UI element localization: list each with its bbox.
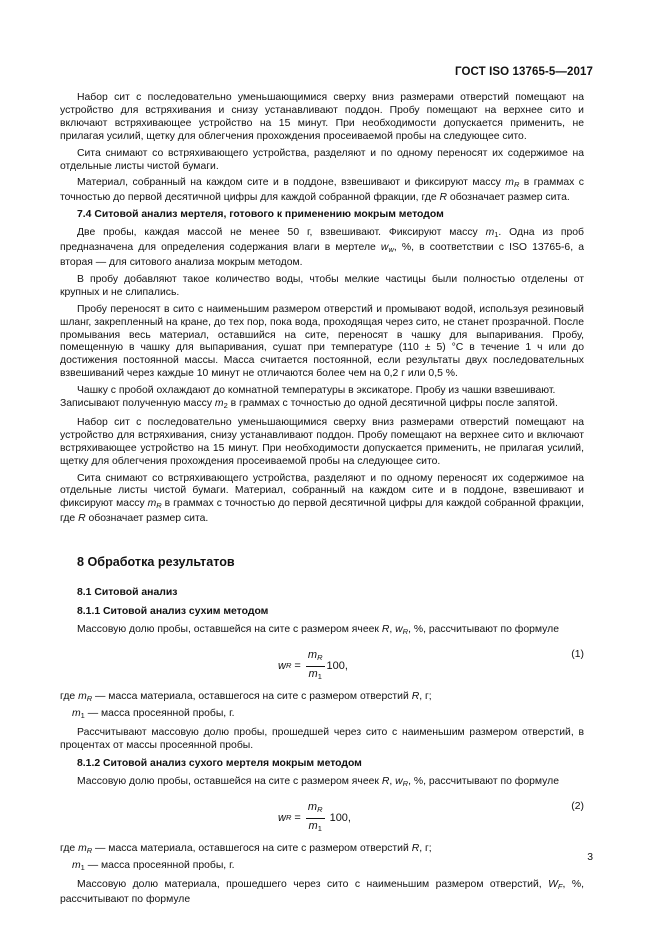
- formula-number: (2): [571, 801, 584, 813]
- document-code: ГОСТ ISO 13765-5—2017: [455, 66, 593, 78]
- fraction-numerator-subscript: R: [317, 805, 323, 815]
- text-run: Массовую долю пробы, оставшейся на сите с размером ячеек: [77, 776, 382, 788]
- symbol-subscript: w: [388, 245, 394, 255]
- symbol: R: [78, 513, 86, 525]
- symbol-subscript: 1: [80, 710, 85, 720]
- formula-fraction: [306, 801, 325, 836]
- symbol: W: [548, 879, 558, 891]
- text-run: Массовую долю пробы, оставшейся на сите с размером ячеек: [77, 623, 382, 635]
- symbol: R: [381, 776, 390, 788]
- formula-equals: =: [291, 812, 304, 825]
- formula-lhs: w: [278, 659, 286, 672]
- symbol-subscript: R: [86, 846, 93, 856]
- text-run: обозначает размер сита.: [85, 513, 209, 525]
- fraction-denominator: m: [308, 667, 318, 680]
- fraction-denominator-subscript: 1: [317, 671, 322, 681]
- text-run: — масса просеянной пробы, г.: [84, 860, 235, 872]
- text-run: Массовую долю материала, прошедшего через сито с наименьшим размером отверстий,: [77, 879, 549, 891]
- symbol-subscript: 1: [494, 230, 499, 240]
- text-run: , %, рассчитывают по формуле: [408, 623, 559, 635]
- formula-expression: [278, 801, 351, 836]
- symbol: w: [395, 776, 403, 788]
- paragraph: Набор сит с последовательно уменьшающимися сверху вниз размерами отверстий помещают на устройство для встряхивания и снизу устанавливают поддон. Пробу помещают на верхнее сито и включают встряхивающее устройство на 15 минут. При необходимости допускается применить, не прилагая усилий, щетку для облегчения прохождения просеиваемой пробы на следующее сито.: [60, 92, 584, 142]
- symbol: w: [380, 242, 389, 254]
- fraction-denominator-subscript: 1: [317, 824, 322, 834]
- symbol-subscript: F: [557, 882, 563, 892]
- paragraph: Набор сит с последовательно уменьшающимися сверху вниз размерами отверстий помещают на устройство для встряхивания, снизу устанавливают поддон. Пробу помещают на верхнее сито и включают встряхивающее устройство на 15 минут. При необходимости допускается применить, не прилагая усилий, щетку для облегчения прохождения просеиваемой пробы на следующее сито.: [60, 416, 584, 467]
- symbol: m: [72, 860, 81, 872]
- symbol: R: [381, 623, 390, 635]
- paragraph: В пробу добавляют такое количество воды, чтобы мелкие частицы были полностью отделены от крупных и не слипались.: [60, 273, 584, 298]
- paragraph: [60, 776, 584, 791]
- formula-number: (1): [571, 648, 584, 660]
- symbol: m: [78, 690, 87, 702]
- paragraph: [60, 473, 584, 527]
- text-run: , %, в соответствии с ISO 13765-6, а вторая — для ситового анализа мокрым методом.: [60, 242, 584, 268]
- paragraph: [60, 879, 584, 907]
- text-run: — масса просеянной пробы, г.: [84, 707, 235, 719]
- symbol: R: [411, 843, 420, 855]
- text-run: Две пробы, каждая массой не менее 50 г, взвешивают. Фиксируют массу: [77, 227, 486, 239]
- text-run: , %, рассчитывают по формуле: [60, 879, 584, 905]
- fraction-denominator: m: [308, 820, 318, 833]
- text-run: где: [60, 843, 79, 855]
- section-heading-8-1-2: 8.1.2 Ситовой анализ сухого мертеля мокрым методом: [77, 758, 362, 770]
- paragraph: [60, 177, 584, 205]
- symbol: R: [439, 192, 448, 204]
- symbol: m: [214, 398, 224, 410]
- paragraph: Пробу переносят в сито с наименьшим размером отверстий и промывают водой, используя резиновый шланг, закрепленный на кране, до тех пор, пока вода, проходящая через сито, не станет прозрачной. После промывания весь материал, оставшийся на сите, переносят в чашку для выпаривания. Пробу, помещенную в чашку для выпаривания, сушат при температуре (110 ± 5) °С в течение 1 ч или до достижения постоянной массы. Масса считается постоянной, если результаты двух последовательных взвешиваний через каждые 10 минут не отличаются более чем на 0,2 г или 0,5 %.: [60, 303, 584, 380]
- text-run: в граммах с точностью до первой десятичной цифры для каждой собранной фракции, где: [60, 498, 584, 525]
- symbol-subscript: R: [402, 779, 409, 789]
- paragraph: Рассчитывают массовую долю пробы, прошедшей через сито с наименьшим размером отверстий, в процентах от массы просеянной пробы.: [60, 726, 584, 751]
- formula-fraction: [306, 649, 325, 684]
- text-run: — масса материала, оставшегося на сите с размером отверстий: [92, 843, 412, 855]
- symbol-subscript: R: [86, 693, 93, 703]
- fraction-numerator: m: [307, 648, 318, 661]
- fraction-numerator: m: [307, 801, 318, 814]
- formula-tail: 100,: [326, 659, 348, 672]
- symbol: m: [485, 227, 495, 239]
- paragraph: [60, 398, 584, 413]
- formula-2: [60, 799, 584, 839]
- text-run: , г;: [419, 843, 432, 855]
- symbol: m: [505, 177, 514, 189]
- paragraph: [60, 227, 584, 270]
- symbol-subscript: R: [156, 501, 162, 511]
- text-run: — масса материала, оставшегося на сите с размером отверстий: [92, 690, 412, 702]
- text-run: обозначает размер сита.: [447, 192, 570, 204]
- text-run: в граммах с точностью до одной десятичной цифры после запятой.: [227, 398, 558, 410]
- text-run: Сита снимают со встряхивающего устройства, разделяют и по одному переносят их содержимое на отдельные листы чистой бумаги. Материал, собранный на каждом сите и в поддоне, взвешивают и фиксируют массу: [60, 472, 584, 510]
- formula-lhs: w: [278, 812, 286, 825]
- text-run: . Одна из проб предназначена для определения содержания влаги в мертеле: [60, 227, 584, 254]
- text-run: Материал, собранный на каждом сите и в поддоне, взвешивают и фиксируют массу: [77, 177, 506, 189]
- definition-line: [60, 691, 584, 706]
- section-heading-7-4: 7.4 Ситовой анализ мертеля, готового к применению мокрым методом: [77, 209, 444, 221]
- formula-1: [60, 647, 584, 687]
- text-run: ,: [389, 623, 396, 635]
- section-heading-8-1-1: 8.1.1 Ситовой анализ сухим методом: [77, 606, 269, 617]
- formula-lhs-subscript: R: [285, 660, 292, 670]
- definition-line: [60, 860, 584, 875]
- symbol-subscript: 2: [223, 401, 228, 411]
- section-heading-8-1: 8.1 Ситовой анализ: [77, 587, 178, 599]
- text-run: ,: [389, 776, 396, 788]
- document-body: [60, 92, 584, 911]
- text-run: в граммах с точностью до первой десятичной цифры для каждой собранной фракции, где: [60, 177, 584, 204]
- formula-tail: 100,: [326, 812, 351, 825]
- symbol: m: [78, 843, 87, 855]
- symbol-subscript: 1: [80, 863, 85, 873]
- formula-lhs-subscript: R: [285, 813, 292, 823]
- paragraph: Чашку с пробой охлаждают до комнатной температуры в эксикаторе. Пробу из чашки взвешивают.: [77, 385, 556, 397]
- symbol: m: [147, 498, 157, 510]
- text-run: , %, рассчитывают по формуле: [408, 776, 559, 788]
- text-run: Записывают полученную массу: [60, 398, 215, 410]
- formula-expression: [278, 649, 348, 684]
- text-run: , г;: [419, 690, 432, 702]
- fraction-numerator-subscript: R: [317, 652, 323, 662]
- symbol: w: [395, 623, 403, 635]
- text-run: где: [60, 690, 79, 702]
- definition-line: [60, 843, 584, 858]
- definition-line: [60, 708, 584, 723]
- symbol-subscript: R: [513, 180, 520, 190]
- paragraph: [60, 624, 584, 639]
- symbol: R: [411, 690, 420, 702]
- formula-equals: =: [291, 659, 304, 672]
- symbol-subscript: R: [402, 626, 409, 636]
- symbol: m: [72, 707, 81, 719]
- paragraph: Сита снимают со встряхивающего устройства, разделяют и по одному переносят их содержимое на отдельные листы чистой бумаги.: [60, 147, 584, 172]
- section-heading-8: 8 Обработка результатов: [77, 555, 235, 570]
- page-number: 3: [587, 852, 593, 863]
